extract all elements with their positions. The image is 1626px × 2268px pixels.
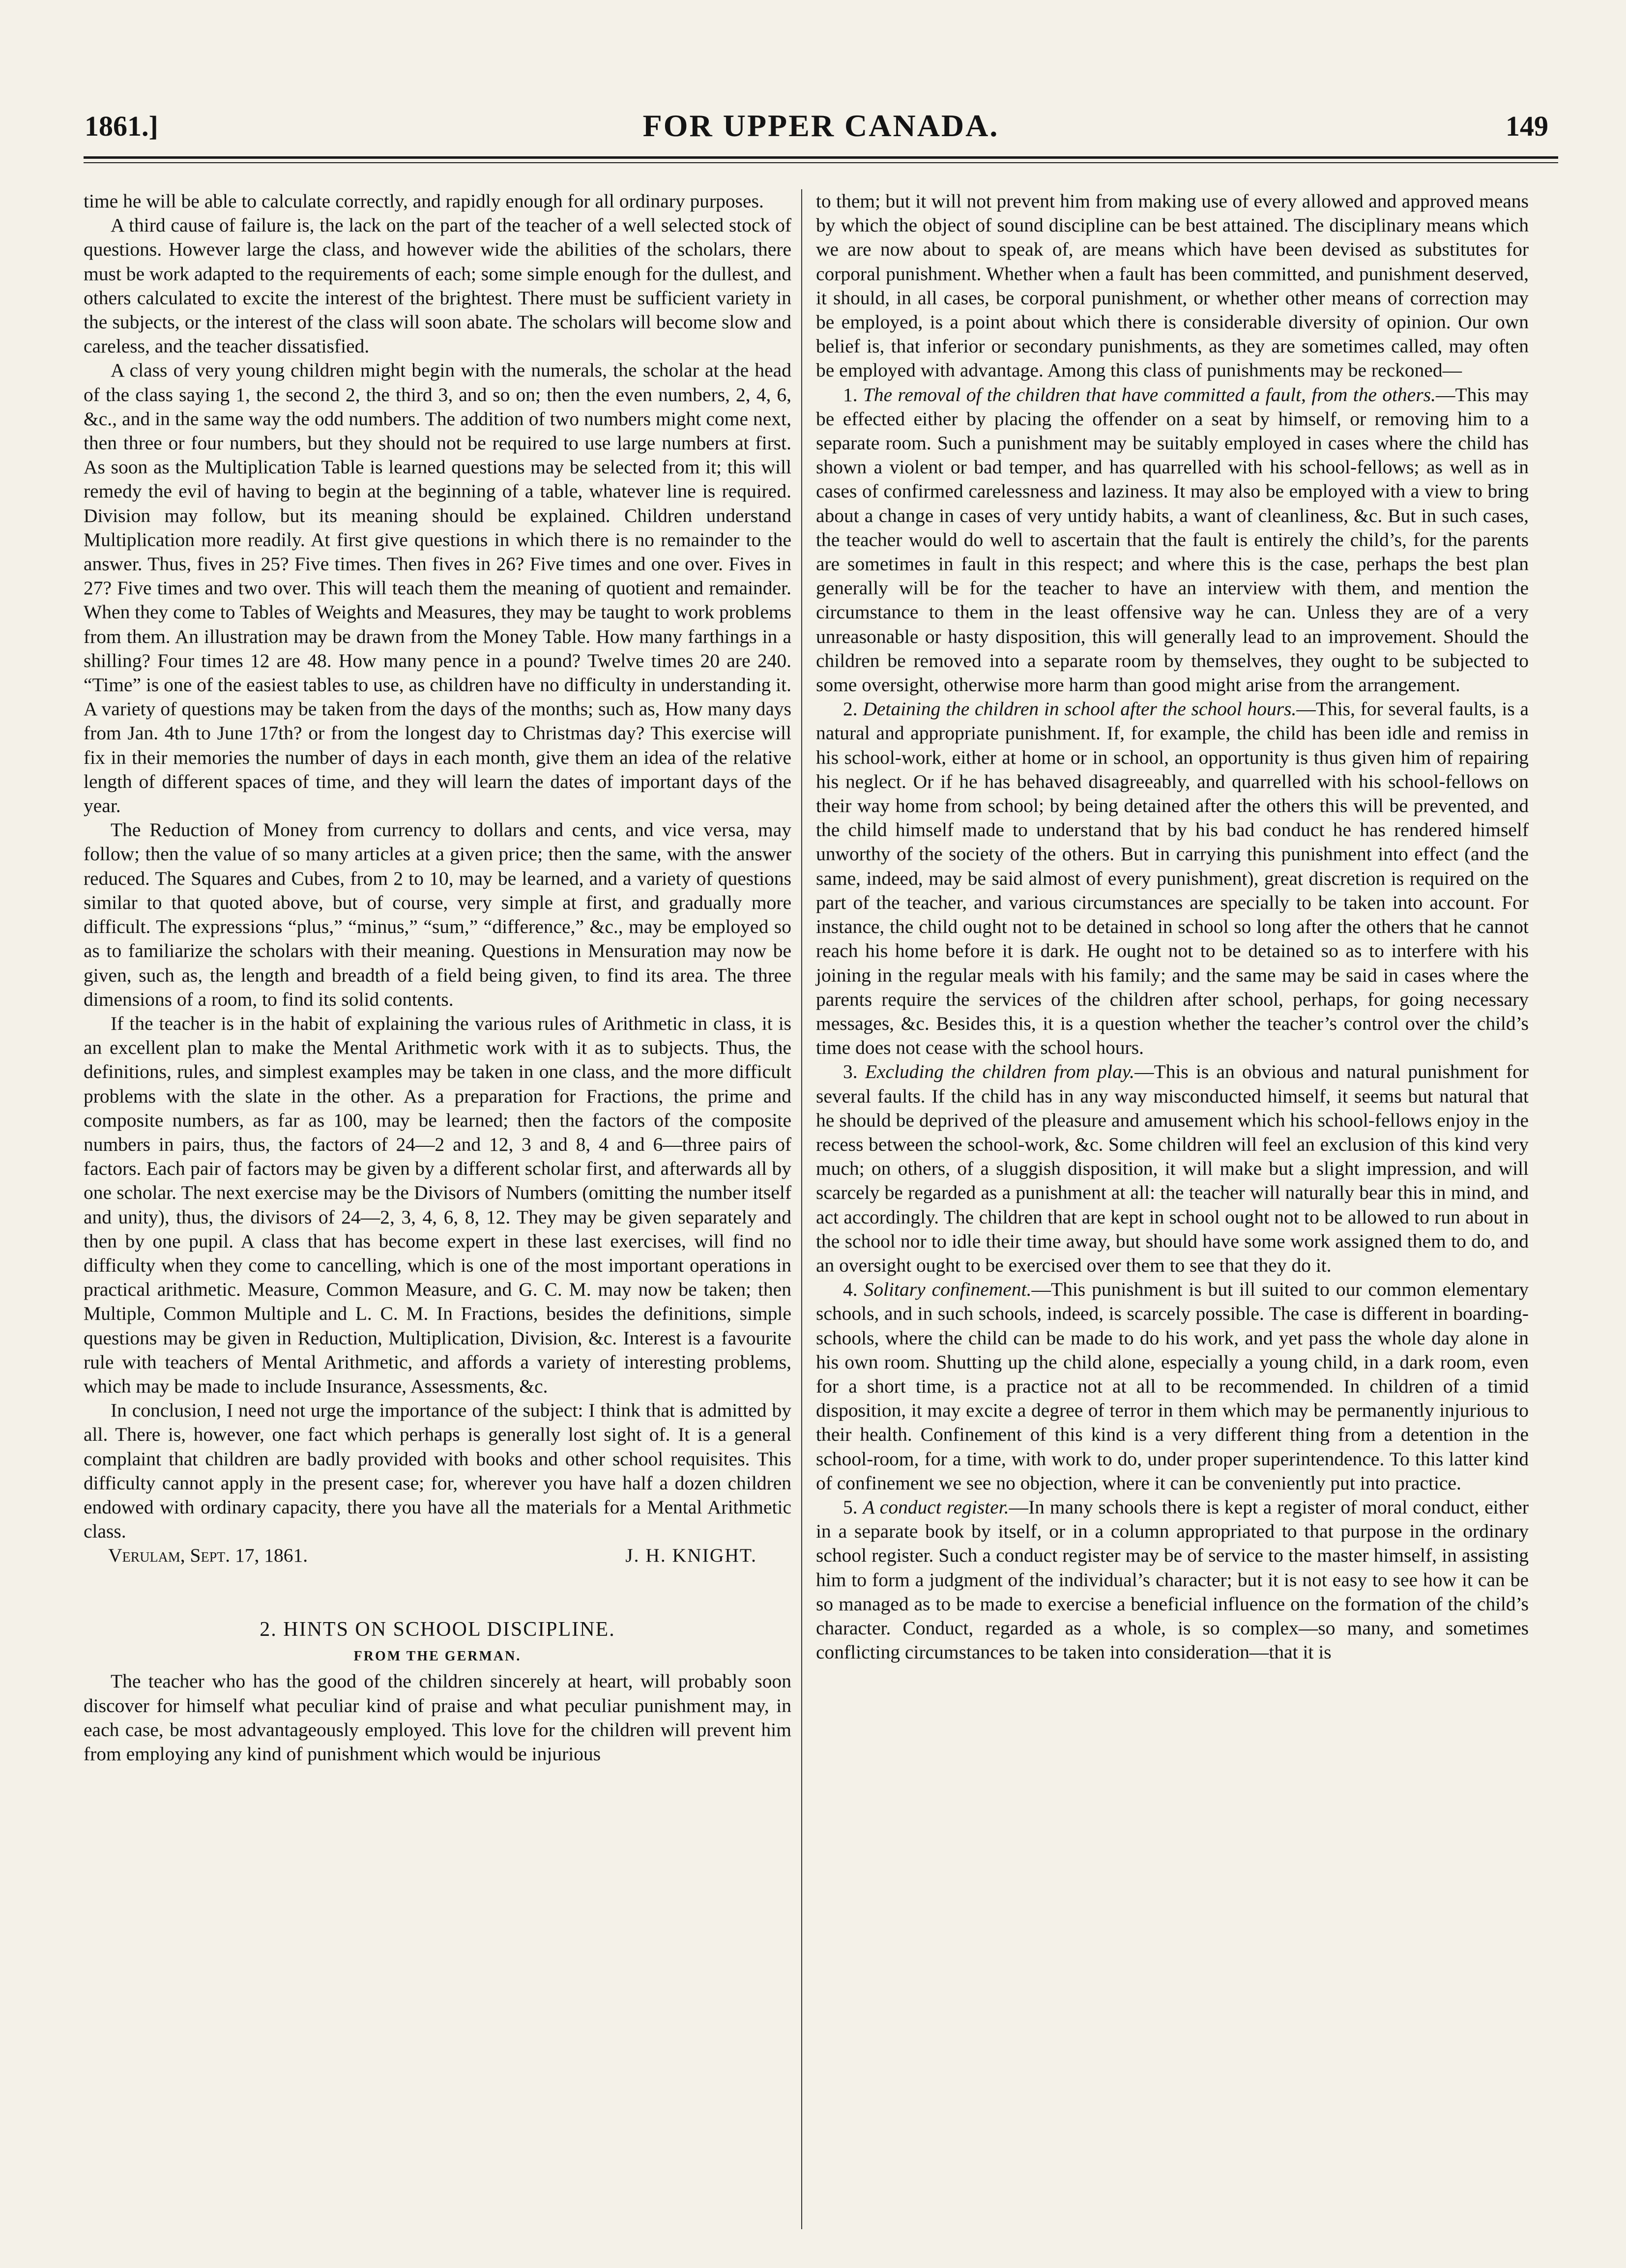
numbered-item bbox=[816, 383, 1529, 698]
paragraph: In conclusion, I need not urge the importance of the subject: I think that is admitted by all. There is, however, one fact which perhaps is generally lost sight of. It is a general complaint that children are badly provided with books and other school requisites. This difficulty cannot apply in the present case; for, wherever you have half a dozen children endowed with ordinary capacity, there you have all the materials for a Mental Arithmetic class. bbox=[84, 1399, 791, 1542]
item-number: 3. bbox=[843, 1061, 858, 1083]
section-title: 2. HINTS ON SCHOOL DISCIPLINE. bbox=[260, 1618, 615, 1641]
item-text: —This may be effected either by placing the offender on a seat by himself, or removing him to a separate room. Such a punishment may be suitably employed in cases where the child has shown a violent or bad temper, and has quarrelled with his school-fellows; as well as in cases of confirmed carelessness and laziness. It may also be employed with a view to bring about a change in cases of very untidy habits, a want of cleanliness, &c. But in such cases, the teacher would do well to ascertain that the fault is entirely the child’s, for the parents are sometimes in fault in this respect; and where this is the case, perhaps the best plan generally will be for the teacher to have an interview with them, and mention the circumstance to them in the least offensive way he can. Unless they are of a very unreasonable or hasty disposition, this will generally lead to an improvement. Should the children be removed into a separate room by themselves, they ought to be subjected to some oversight, otherwise more harm than good might arise from the arrangement. bbox=[816, 383, 1529, 696]
header-rule-thin bbox=[84, 162, 1558, 163]
signature-name: J. H. KNIGHT. bbox=[625, 1544, 757, 1567]
paragraph: The teacher who has the good of the children sincerely at heart, will probably soon discover for himself what peculiar kind of praise and what peculiar punishment may, in each case, be most advantageously employed. This love for the children will prevent him from employing any kind of punishment which would be injurious bbox=[84, 1670, 791, 1765]
item-number: 1. bbox=[843, 383, 858, 406]
item-text: —This is an obvious and natural punishment for several faults. If the child has in any way misconducted himself, it seems but natural that he should be deprived of the pleasure and amusement which his school-fellows enjoy in the recess between the school-work, &c. Some children will feel an exclusion of this kind very much; on others, of a sluggish disposition, it will make but a slight impression, and will scarcely be regarded as a punishment at all: the teacher will naturally bear this in mind, and act accordingly. The children that are kept in school ought not to be allowed to run about in the school nor to idle their time away, but should have some work assigned them to do, and an oversight ought to be exercised over them to see that they do it. bbox=[816, 1061, 1529, 1276]
numbered-item bbox=[816, 1495, 1529, 1664]
right-column bbox=[816, 189, 1529, 1664]
running-title: FOR UPPER CANADA. bbox=[642, 108, 999, 143]
item-text: —This punishment is but ill suited to our common elementary schools, and in such schools, indeed, is scarcely possible. The case is different in boarding-schools, where the child can be made to do his work, and yet pass the whole day alone in his own room. Shutting up the child alone, especially a young child, in a dark room, even for a short time, is a practice not at all to be recommended. In children of a timid disposition, it may excite a degree of terror in them which may be permanently injurious to their health. Confinement of this kind is a very different thing from a detention in the school-room, for a time, with work to do, under proper superintendence. To this latter kind of confinement we see no objection, where it can be conveniently put into practice. bbox=[816, 1279, 1529, 1494]
item-title: Excluding the children from play. bbox=[865, 1061, 1135, 1083]
numbered-item bbox=[816, 697, 1529, 1060]
header-year: 1861.] bbox=[85, 110, 158, 142]
item-text: —This, for several faults, is a natural and appropriate punishment. If, for example, the child has been idle and remiss in his school-work, either at home or in school, an opportunity is thus given him of repairing his neglect. Or if he has behaved disagreeably, and quarrelled with his school-fellows on their way home from school; by being detained after the others this will be prevented, and the child himself made to understand that by his bad conduct he has rendered himself unworthy of the society of the others. But in carrying this punishment into effect (and the same, indeed, may be said almost of every punishment), great discretion is required on the part of the teacher, and various circumstances are specially to be taken into account. For instance, the child ought not to be detained in school so long after the others that he cannot reach his home before it is dark. He ought not to be detained so as to interfere with his joining in the regular meals with his family; and the same may be said in cases where the parents require the services of the children after school, perhaps, for going necessary messages, &c. Besides this, it is a question whether the teacher’s control over the child’s time does not cease with the school hours. bbox=[816, 698, 1529, 1059]
item-title: Detaining the children in school after the school hours. bbox=[863, 698, 1297, 720]
item-title: The removal of the children that have committed a fault, from the others. bbox=[863, 383, 1436, 406]
item-text: —In many schools there is kept a register of moral conduct, either in a separate book by itself, or in a column appropriated to that purpose in the ordinary school register. Such a conduct register may be of service to the master himself, in assisting him to form a judgment of the individual’s character; but it is not easy to see how it can be so managed as to be made to exercise a beneficial influence on the formation of the child’s character. Conduct, regarded as a whole, is so complex—so many, and sometimes conflicting circumstances to be taken into consideration—that it is bbox=[816, 1496, 1529, 1663]
item-title: A conduct register. bbox=[863, 1496, 1009, 1518]
numbered-item bbox=[816, 1060, 1529, 1278]
item-number: 5. bbox=[843, 1496, 858, 1518]
numbered-item bbox=[816, 1278, 1529, 1495]
paragraph: If the teacher is in the habit of explaining the various rules of Arithmetic in class, it is an excellent plan to make the Mental Arithmetic work with it as to subjects. Thus, the definitions, rules, and simplest examples may be taken in one class, and the more difficult problems with the slate in the other. As a preparation for Fractions, the prime and composite numbers, as far as 100, may be learned; then the factors of the composite numbers in pairs, thus, the factors of 24—2 and 12, 3 and 8, 4 and 6—three pairs of factors. Each pair of factors may be given by a different scholar first, and afterwards all by one scholar. The next exercise may be the Divisors of Numbers (omitting the number itself and unity), thus, the divisors of 24—2, 3, 4, 6, 8, 12. They may be given separately and then by one pupil. A class that has become expert in these last exercises, will find no difficulty when they come to cancelling, which is one of the most important operations in practical arithmetic. Measure, Common Measure, and G. C. M. may now be taken; then Multiple, Common Multiple and L. C. M. In Fractions, besides the definitions, simple questions may be given in Reduction, Multiplication, Division, &c. Interest is a favourite rule with teachers of Mental Arithmetic, and affords a variety of interesting problems, which may be made to include Insurance, Assessments, &c. bbox=[84, 1012, 791, 1397]
item-title: Solitary confinement. bbox=[864, 1279, 1032, 1301]
paragraph: to them; but it will not prevent him from making use of every allowed and approved means by which the object of sound discipline can be best attained. The disciplinary means which we are now about to speak of, are means which have been devised as substitutes for corporal punishment. Whether when a fault has been committed, and punishment deserved, it should, in all cases, be corporal punishment, or whether other means of correction may be employed, is a point about which there is considerable diversity of opinion. Our own belief is, that inferior or secondary punishments, as they are sometimes called, may often be employed with advantage. Among this class of punishments may be reckoned— bbox=[816, 190, 1529, 381]
page-number: 149 bbox=[1506, 110, 1548, 142]
paragraph: time he will be able to calculate correctly, and rapidly enough for all ordinary purposes. bbox=[84, 190, 764, 212]
left-column bbox=[84, 189, 791, 1766]
paragraph: A third cause of failure is, the lack on the part of the teacher of a well selected stock of questions. However large the class, and however wide the abilities of the scholars, there must be work adapted to the requirements of each; some simple enough for the dullest, and others calculated to excite the interest of the brightest. There must be sufficient variety in the subjects, or the interest of the class will soon abate. The scholars will become slow and careless, and the teacher dissatisfied. bbox=[84, 214, 791, 357]
signature-place: Verulam, Sept. 17, 1861. bbox=[108, 1544, 308, 1567]
item-number: 4. bbox=[843, 1279, 858, 1301]
item-number: 2. bbox=[843, 698, 858, 720]
column-divider bbox=[801, 189, 802, 2229]
paragraph: A class of very young children might begin with the numerals, the scholar at the head of the class saying 1, the second 2, the third 3, and so on; then the even numbers, 2, 4, 6, &c., and in the same way the odd numbers. The addition of two numbers might come next, then three or four numbers, but they should not be required to use large numbers at first. As soon as the Multiplication Table is learned questions may be selected from it; this will remedy the evil of having to begin at the beginning of a table, whatever line is required. Division may follow, but its meaning should be explained. Children understand Multiplication more readily. At first give questions in which there is no remainder to the answer. Thus, fives in 25? Five times. Then fives in 26? Five times and one over. Fives in 27? Five times and two over. This will teach them the meaning of quotient and remainder. When they come to Tables of Weights and Measures, they may be taught to work problems from them. An illustration may be drawn from the Money Table. How many farthings in a shilling? Four times 12 are 48. How many pence in a pound? Twelve times 20 are 240. “Time” is one of the easiest tables to use, as children have no difficulty in understanding it. A variety of questions may be taken from the days of the months; such as, How many days from Jan. 4th to June 17th? or from the longest day to Christmas day? This exercise will fix in their memories the number of days in each month, give them an idea of the relative length of different spaces of time, and they will learn the dates of important days of the year. bbox=[84, 359, 791, 817]
paragraph: The Reduction of Money from currency to dollars and cents, and vice versa, may follow; then the value of so many articles at a given price; then the same, with the answer reduced. The Squares and Cubes, from 2 to 10, may be learned, and a variety of questions similar to that quoted above, but of course, very simple at first, and gradually more difficult. The expressions “plus,” “minus,” “sum,” “difference,” &c., may be employed so as to familiarize the scholars with their meaning. Questions in Mensuration may now be given, such as, the length and breadth of a field being given, to find its area. The three dimensions of a room, to find its solid contents. bbox=[84, 819, 791, 1010]
signature-line bbox=[84, 1543, 791, 1569]
header-rule-thick bbox=[84, 156, 1558, 159]
page-header bbox=[74, 101, 1568, 145]
section-subtitle: FROM THE GERMAN. bbox=[353, 1649, 522, 1664]
